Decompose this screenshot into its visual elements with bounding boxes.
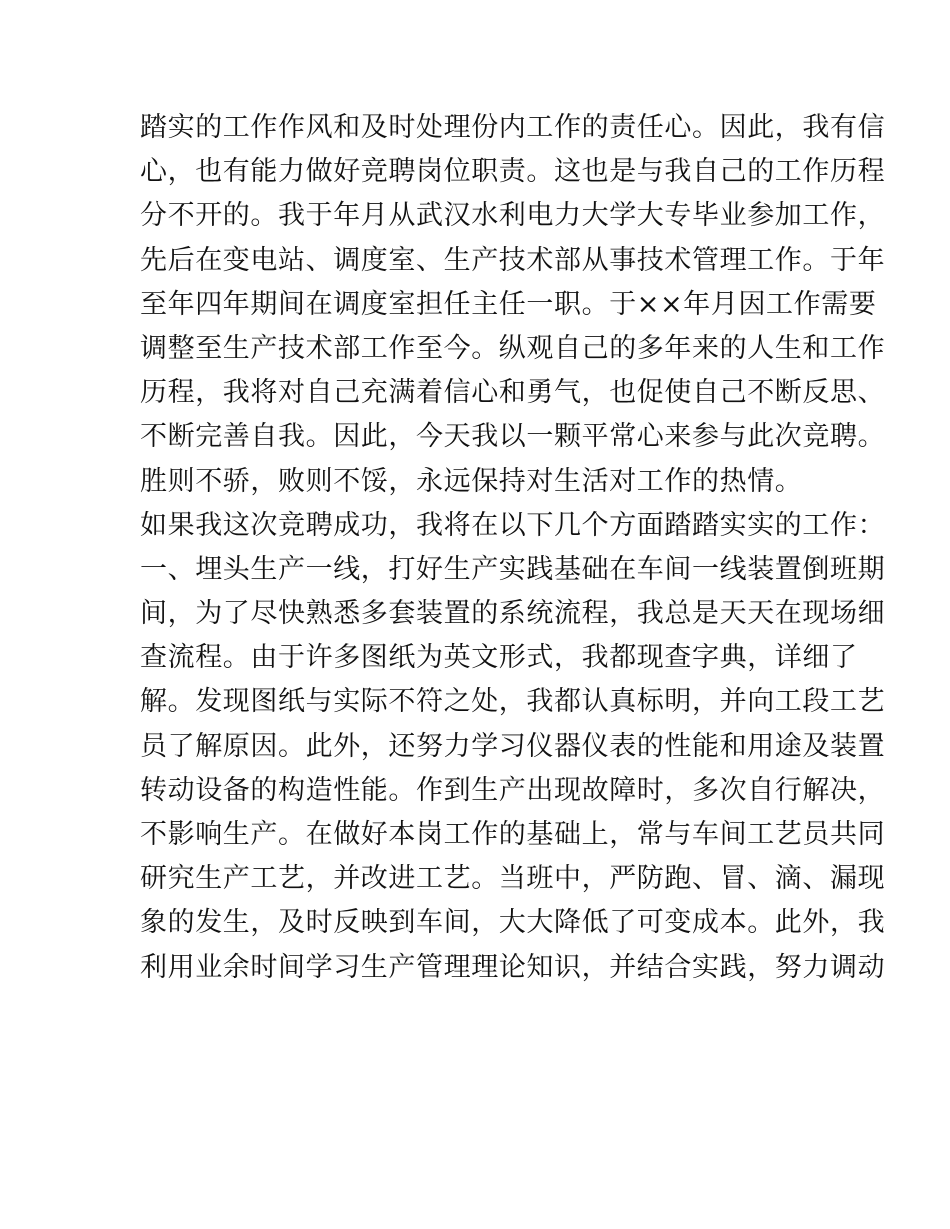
- text-line: 研究生产工艺，并改进工艺。当班中，严防跑、冒、滴、漏现: [140, 863, 886, 895]
- text-line: 先后在变电站、调度室、生产技术部从事技术管理工作。于年: [140, 244, 886, 276]
- text-line: 分不开的。我于年月从武汉水利电力大学大专毕业参加工作，: [140, 200, 886, 232]
- text-line: 至年四年期间在调度室担任主任一职。于××年月因工作需要: [140, 288, 877, 320]
- text-line: 历程，我将对自己充满着信心和勇气，也促使自己不断反思、: [140, 377, 886, 409]
- text-line: 员了解原因。此外，还努力学习仪器仪表的性能和用途及装置: [140, 730, 886, 762]
- text-line: 调整至生产技术部工作至今。纵观自己的多年来的人生和工作: [140, 332, 886, 364]
- text-line: 解。发现图纸与实际不符之处，我都认真标明，并向工段工艺: [140, 686, 886, 718]
- text-line: 不影响生产。在做好本岗工作的基础上，常与车间工艺员共同: [140, 819, 886, 850]
- text-line: 转动设备的构造性能。作到生产出现故障时，多次自行解决，: [140, 774, 886, 806]
- text-line: 间，为了尽快熟悉多套装置的系统流程，我总是天天在现场细: [140, 598, 886, 630]
- text-line: 象的发生，及时反映到车间，大大降低了可变成本。此外，我: [140, 907, 886, 939]
- text-line: 利用业余时间学习生产管理理论知识，并结合实践，努力调动: [140, 951, 886, 983]
- text-line: 如果我这次竞聘成功，我将在以下几个方面踏踏实实的工作：: [140, 509, 886, 541]
- text-line: 胜则不骄，败则不馁，永远保持对生活对工作的热情。: [140, 465, 803, 497]
- text-line: 心，也有能力做好竞聘岗位职责。这也是与我自己的工作历程: [140, 156, 886, 188]
- text-line: 不断完善自我。因此，今天我以一颗平常心来参与此次竞聘。: [140, 421, 886, 453]
- text-line: 踏实的工作作风和及时处理份内工作的责任心。因此，我有信: [140, 112, 886, 143]
- text-line: 查流程。由于许多图纸为英文形式，我都现查字典，详细了: [140, 642, 858, 674]
- body-text: [140, 106, 886, 990]
- text-line: 一、埋头生产一线，打好生产实践基础在车间一线装置倒班期: [140, 553, 886, 585]
